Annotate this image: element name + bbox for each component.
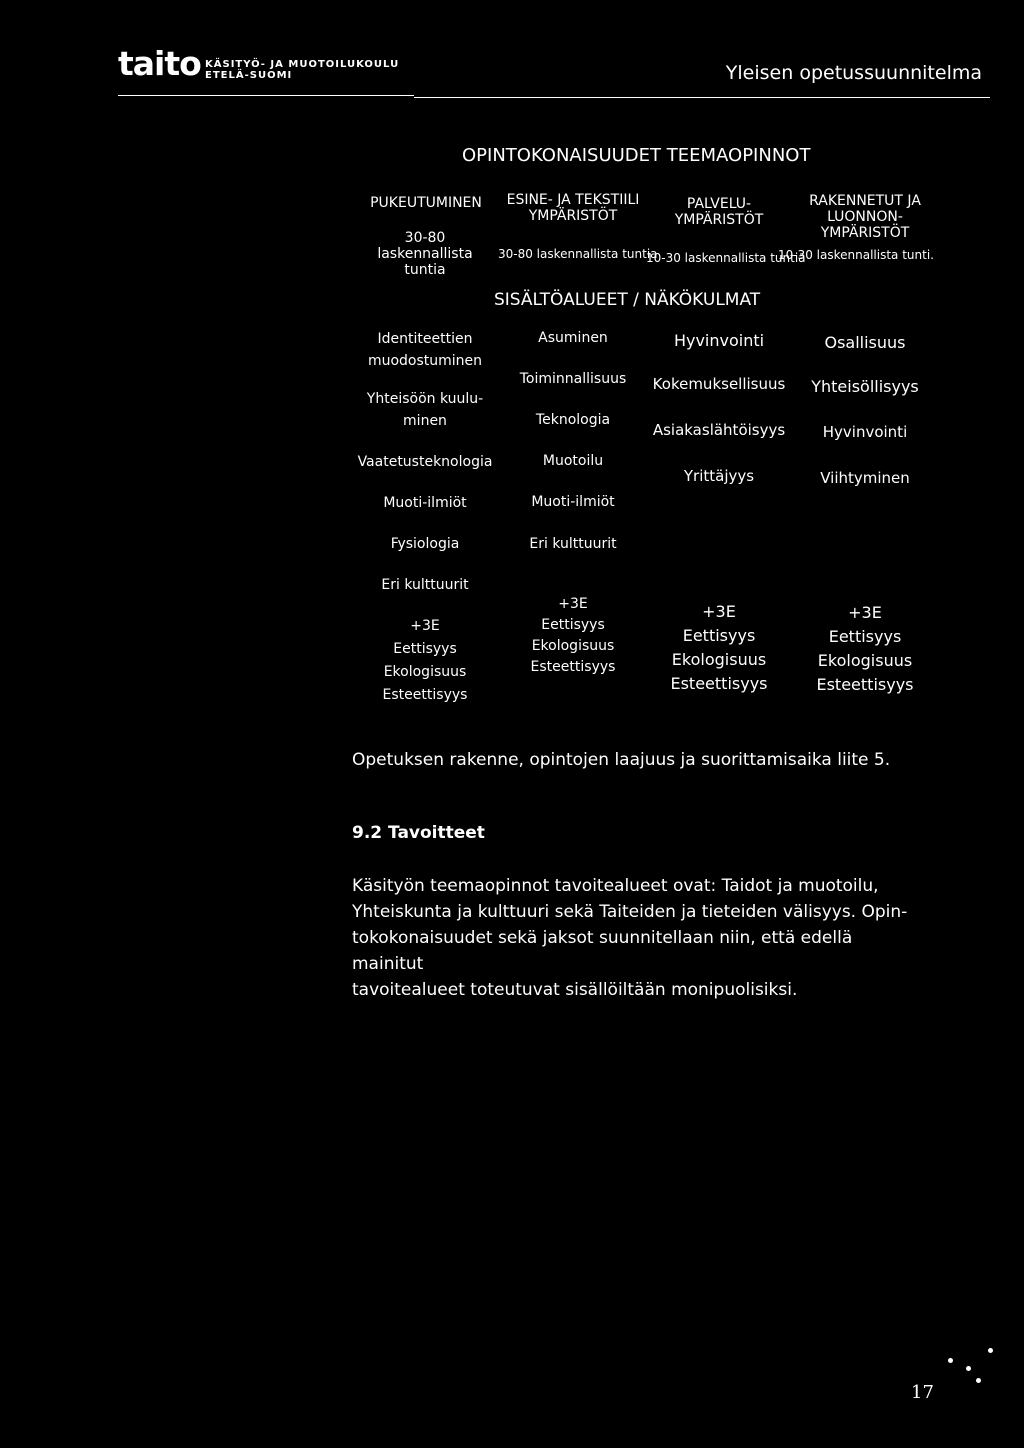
category-palvelu <box>644 196 794 228</box>
col1-item <box>350 388 500 432</box>
col3-3e-block <box>644 600 794 696</box>
category-title-line: YMPÄRISTÖT <box>674 212 764 228</box>
col2-3e-line: Eettisyys <box>541 617 605 633</box>
col1-3e-line: Esteettisyys <box>382 687 468 703</box>
structure-note: Opetuksen rakenne, opintojen laajuus ja suorittamisaika liite 5. <box>352 750 891 770</box>
category-title: PUKEUTUMINEN <box>370 195 482 211</box>
col4-3e-line: Esteettisyys <box>816 675 914 694</box>
decorative-dot <box>948 1358 953 1363</box>
col1-item: Fysiologia <box>390 536 460 552</box>
col1-line: Identiteettien <box>377 331 473 347</box>
col4-item: Viihtyminen <box>820 469 910 487</box>
col1-item <box>350 328 500 372</box>
col3-item: Asiakaslähtöisyys <box>652 421 786 439</box>
col4-3e-block <box>790 601 940 697</box>
col2-item: Asuminen <box>538 330 608 346</box>
paragraph-line: tavoitealueet toteutuvat sisällöiltään monipuolisiksi. <box>352 980 798 1000</box>
category-title-line: PALVELU- <box>686 196 752 212</box>
col2-item: Muoti-ilmiöt <box>531 494 615 510</box>
col1-3e-line: Ekologisuus <box>383 664 467 680</box>
category-esine-tekstiili <box>502 192 644 224</box>
col2-item: Teknologia <box>535 412 611 428</box>
col1-item: Vaatetusteknologia <box>357 454 493 470</box>
category-scope: 30-80 laskennallista tuntia <box>498 247 658 261</box>
decorative-dot <box>988 1348 993 1353</box>
category-scope: 30-80 laskennallista tuntia <box>377 230 473 278</box>
col3-3e-line: Esteettisyys <box>670 674 768 693</box>
col3-item: Kokemuksellisuus <box>652 375 786 393</box>
col1-line: minen <box>403 413 447 429</box>
category-title-line: YMPÄRISTÖT <box>820 225 910 241</box>
category-pukeutuminen <box>355 195 497 278</box>
col1-line: Yhteisöön kuulu- <box>366 391 484 407</box>
paragraph-line: Käsityön teemaopinnot tavoitealueet ovat: Taidot ja muotoilu, <box>352 876 879 896</box>
col4-item: Hyvinvointi <box>822 423 908 441</box>
logo-line-2: ETELÄ-SUOMI <box>205 70 293 81</box>
col2-item: Toiminnallisuus <box>519 371 627 387</box>
col1-3e-line: +3E <box>410 618 440 634</box>
col4-3e-line: +3E <box>848 603 882 622</box>
col3-3e-line: +3E <box>702 602 736 621</box>
decorative-dot <box>976 1378 981 1383</box>
category-scope: 10-30 laskennallista tuntia <box>646 251 806 265</box>
col1-3e-block <box>350 615 500 707</box>
document-title: Yleisen opetussuunnitelma <box>725 62 982 84</box>
col4-3e-line: Eettisyys <box>828 627 902 646</box>
content-title: SISÄLTÖALUEET / NÄKÖKULMAT <box>494 290 761 310</box>
col3-item: Hyvinvointi <box>673 331 765 350</box>
page-number: 17 <box>911 1382 934 1403</box>
category-title-line: RAKENNETUT JA <box>809 193 921 209</box>
category-title-line: ESINE- JA TEKSTIILI <box>506 192 640 208</box>
logo-line-1: KÄSITYÖ- JA MUOTOILUKOULU <box>205 59 400 70</box>
col2-3e-line: +3E <box>558 596 588 612</box>
col1-3e-line: Eettisyys <box>393 641 457 657</box>
col4-item: Yhteisöllisyys <box>811 377 919 396</box>
col1-line: muodostuminen <box>367 353 483 369</box>
col4-item: Osallisuus <box>824 333 906 352</box>
col2-3e-line: Esteettisyys <box>530 659 616 675</box>
paragraph-line: tokokonaisuudet sekä jaksot suunnitellaan niin, että edellä mainitut <box>352 928 853 974</box>
category-title-line: YMPÄRISTÖT <box>528 208 618 224</box>
col1-item: Muoti-ilmiöt <box>383 495 467 511</box>
section-heading: 9.2 Tavoitteet <box>352 823 485 843</box>
col3-3e-line: Eettisyys <box>682 626 756 645</box>
col2-3e-block <box>498 594 648 678</box>
section-title: OPINTOKONAISUUDET TEEMAOPINNOT <box>462 145 811 166</box>
header-rule-left <box>118 95 414 96</box>
col2-3e-line: Ekologisuus <box>531 638 615 654</box>
category-title-line: LUONNON- <box>827 209 903 225</box>
col4-3e-line: Ekologisuus <box>817 651 913 670</box>
category-rakennetut <box>790 193 940 241</box>
col2-item: Muotoilu <box>542 453 604 469</box>
paragraph-line: Yhteiskunta ja kulttuuri sekä Taiteiden ja tieteiden välisyys. Opin- <box>352 902 908 922</box>
category-scope: 10-30 laskennallista tunti. <box>778 248 934 262</box>
col3-item: Yrittäjyys <box>683 467 755 485</box>
header-rule-right <box>414 97 990 98</box>
col3-3e-line: Ekologisuus <box>671 650 767 669</box>
decorative-dot <box>966 1366 971 1371</box>
col2-item: Eri kulttuurit <box>529 536 617 552</box>
body-paragraph <box>352 873 912 1003</box>
col1-item: Eri kulttuurit <box>381 577 469 593</box>
logo-wordmark: taito <box>118 44 201 83</box>
